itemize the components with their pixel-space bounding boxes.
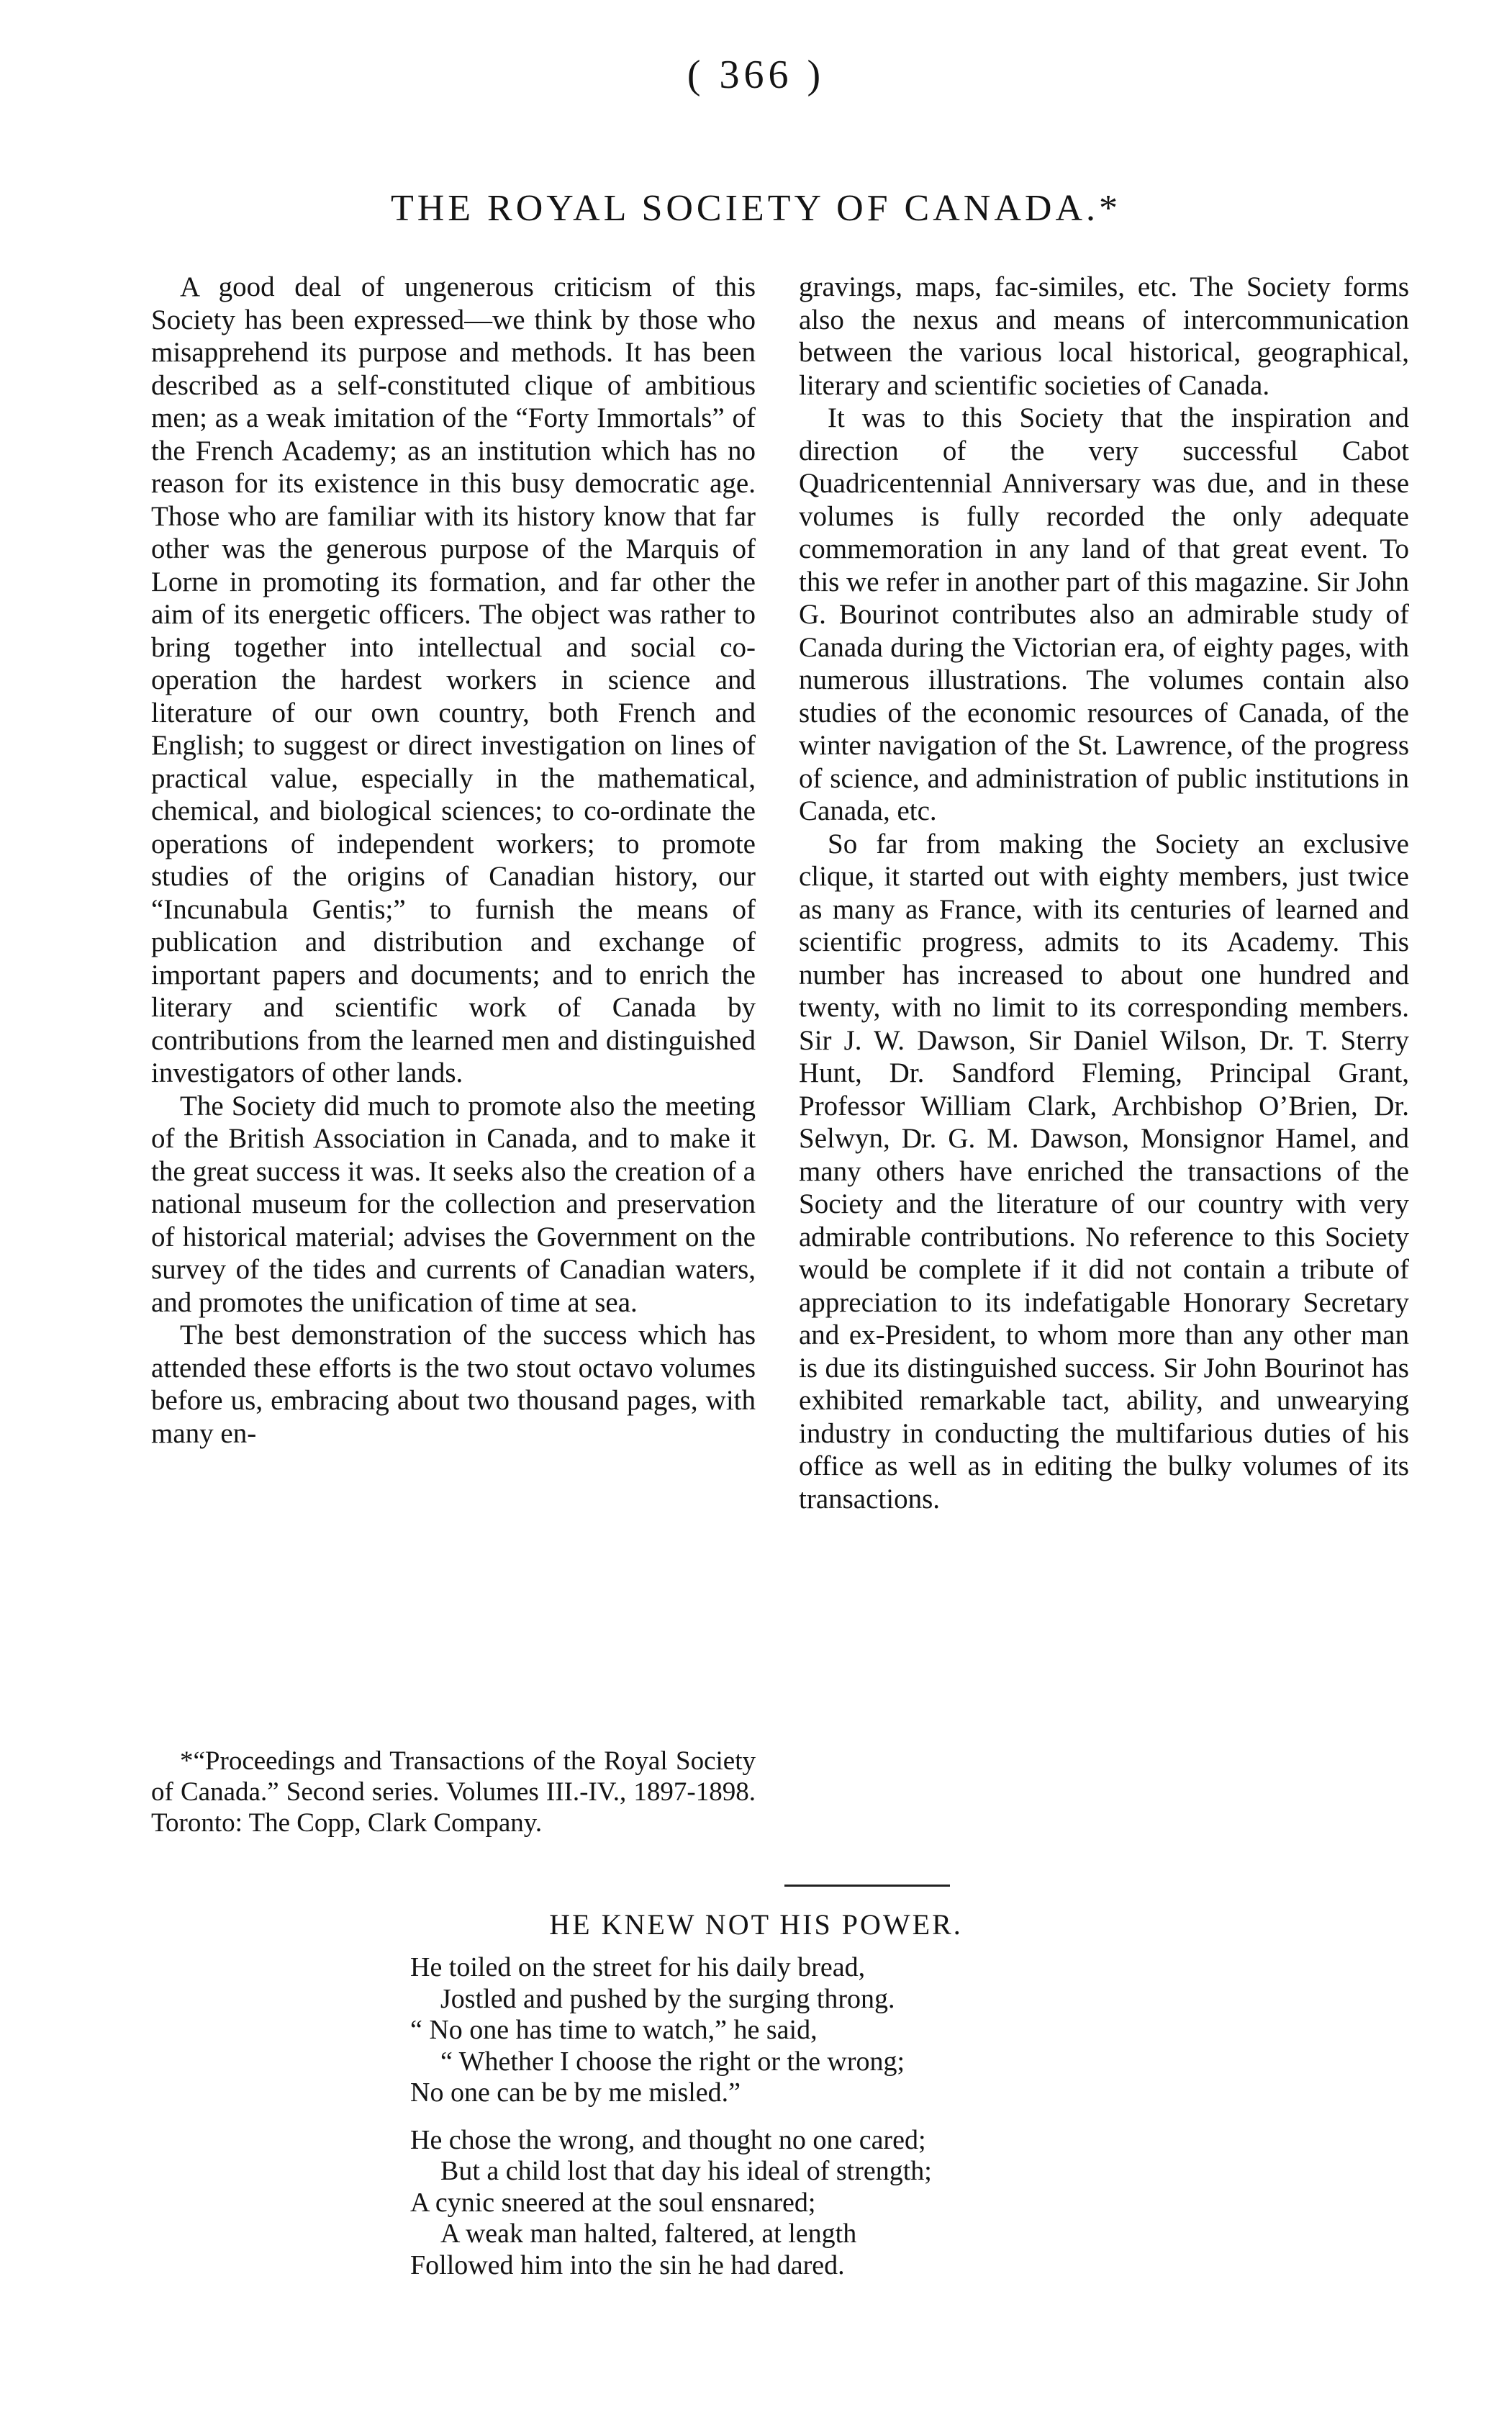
paragraph: A good deal of ungenerous criticism of this Society has been expressed—we think by those who misapprehend its purpose and methods. It has been described as a self-constituted clique of ambitious men; as a weak imitation of the “Forty Immortals” of the French Academy; as an institution which has no reason for its existence in this busy democratic age. Those who are familiar with its history know that far other was the generous purpose of the Marquis of Lorne in promoting its formation, and far other the aim of its energetic officers. The object was rather to bring together into intellectual and social co-operation the hardest workers in science and literature of our own country, both French and English; to suggest or direct investigation on lines of practical value, especially in the mathematical, chemical, and biological sciences; to co-ordinate the operations of independent workers; to promote studies of the origins of Canadian history, our “Incunabula Gentis;” to furnish the means of publication and distribution and exchange of important papers and documents; and to enrich the literary and scientific work of Canada by contributions from the learned men and distinguished investigators of other lands. [151, 271, 756, 1088]
page-number: ( 366 ) [687, 53, 825, 97]
poem-line: He chose the wrong, and thought no one cared; [410, 2124, 926, 2155]
footnote [151, 1746, 756, 1838]
poem-line: But a child lost that day his ideal of strength; [440, 2156, 932, 2186]
poem-line: No one can be by me misled.” [410, 2077, 741, 2108]
paragraph: The Society did much to promote also the meeting of the British Association in Canada, and to make it the great success it was. It seeks also the creation of a national museum for the collection and preservation of historical material; advises the Government on the survey of the tides and currents of Canadian waters, and promotes the unification of time at sea. [151, 1090, 756, 1318]
paragraph: gravings, maps, fac-similes, etc. The Society forms also the nexus and means of intercommunication between the various local historical, geographical, literary and scientific societies of Canada. [799, 271, 1409, 401]
paragraph: It was to this Society that the inspiration and direction of the very successful Cabot Quadricentennial Anniversary was due, and in these volumes is fully recorded the only adequate commemoration in any land of that great event. To this we refer in another part of this magazine. Sir John G. Bourinot contributes also an admirable study of Canada during the Victorian era, of eighty pages, with numerous illustrations. The volumes contain also studies of the economic resources of Canada, of the winter navigation of the St. Lawrence, of the progress of science, and administration of public institutions in Canada, etc. [799, 402, 1410, 826]
poem-stanza [410, 2125, 1274, 2282]
right-column [799, 271, 1409, 1515]
poem-line: Jostled and pushed by the surging throng. [440, 1983, 895, 2014]
paragraph: The best demonstration of the success which has attended these efforts is the two stout octavo volumes before us, embracing about two thousand pages, with many en- [151, 1319, 756, 1449]
poem-line: A cynic sneered at the soul ensnared; [410, 2187, 816, 2218]
poem-title: HE KNEW NOT HIS POWER. [549, 1908, 963, 1941]
poem-stanza [410, 1952, 1274, 2109]
paragraph: So far from making the Society an exclusive clique, it started out with eighty members, just twice as many as France, with its centuries of learned and scientific progress, admits to its Academy. This number has increased to about one hundred and twenty, with no limit to its corresponding members. Sir J. W. Dawson, Sir Daniel Wilson, Dr. T. Sterry Hunt, Dr. Sandford Fleming, Principal Grant, Professor William Clark, Archbishop O’Brien, Dr. Selwyn, Dr. G. M. Dawson, Monsignor Hamel, and many others have enriched the transactions of the Society and the literature of our country with very admirable contributions. No reference to this Society would be complete if it did not contain a tribute of appreciation to its indefatigable Honorary Secretary and ex-President, to whom more than any other man is due its distinguished success. Sir John Bourinot has exhibited remarkable tact, ability, and unwearying industry in conducting the multifarious duties of his office as well as in editing the bulky volumes of its transactions. [799, 828, 1409, 1515]
footnote-text: *“Proceedings and Transactions of the Royal Society of Canada.” Second series. Volumes III.-IV., 1897-1898. Toronto: The Copp, Clark Company. [151, 1746, 756, 1838]
left-column [151, 271, 756, 1450]
poem-line: He toiled on the street for his daily bread, [410, 1952, 866, 1982]
poem-line: Followed him into the sin he had dared. [410, 2249, 845, 2280]
article-title: THE ROYAL SOCIETY OF CANADA.* [390, 188, 1122, 229]
poem-line: A weak man halted, faltered, at length [440, 2219, 857, 2249]
poem-line: “ No one has time to watch,” he said, [410, 2015, 818, 2045]
poem [410, 1952, 1274, 2297]
section-divider [784, 1885, 950, 1887]
poem-line: “ Whether I choose the right or the wrong; [440, 2046, 905, 2077]
